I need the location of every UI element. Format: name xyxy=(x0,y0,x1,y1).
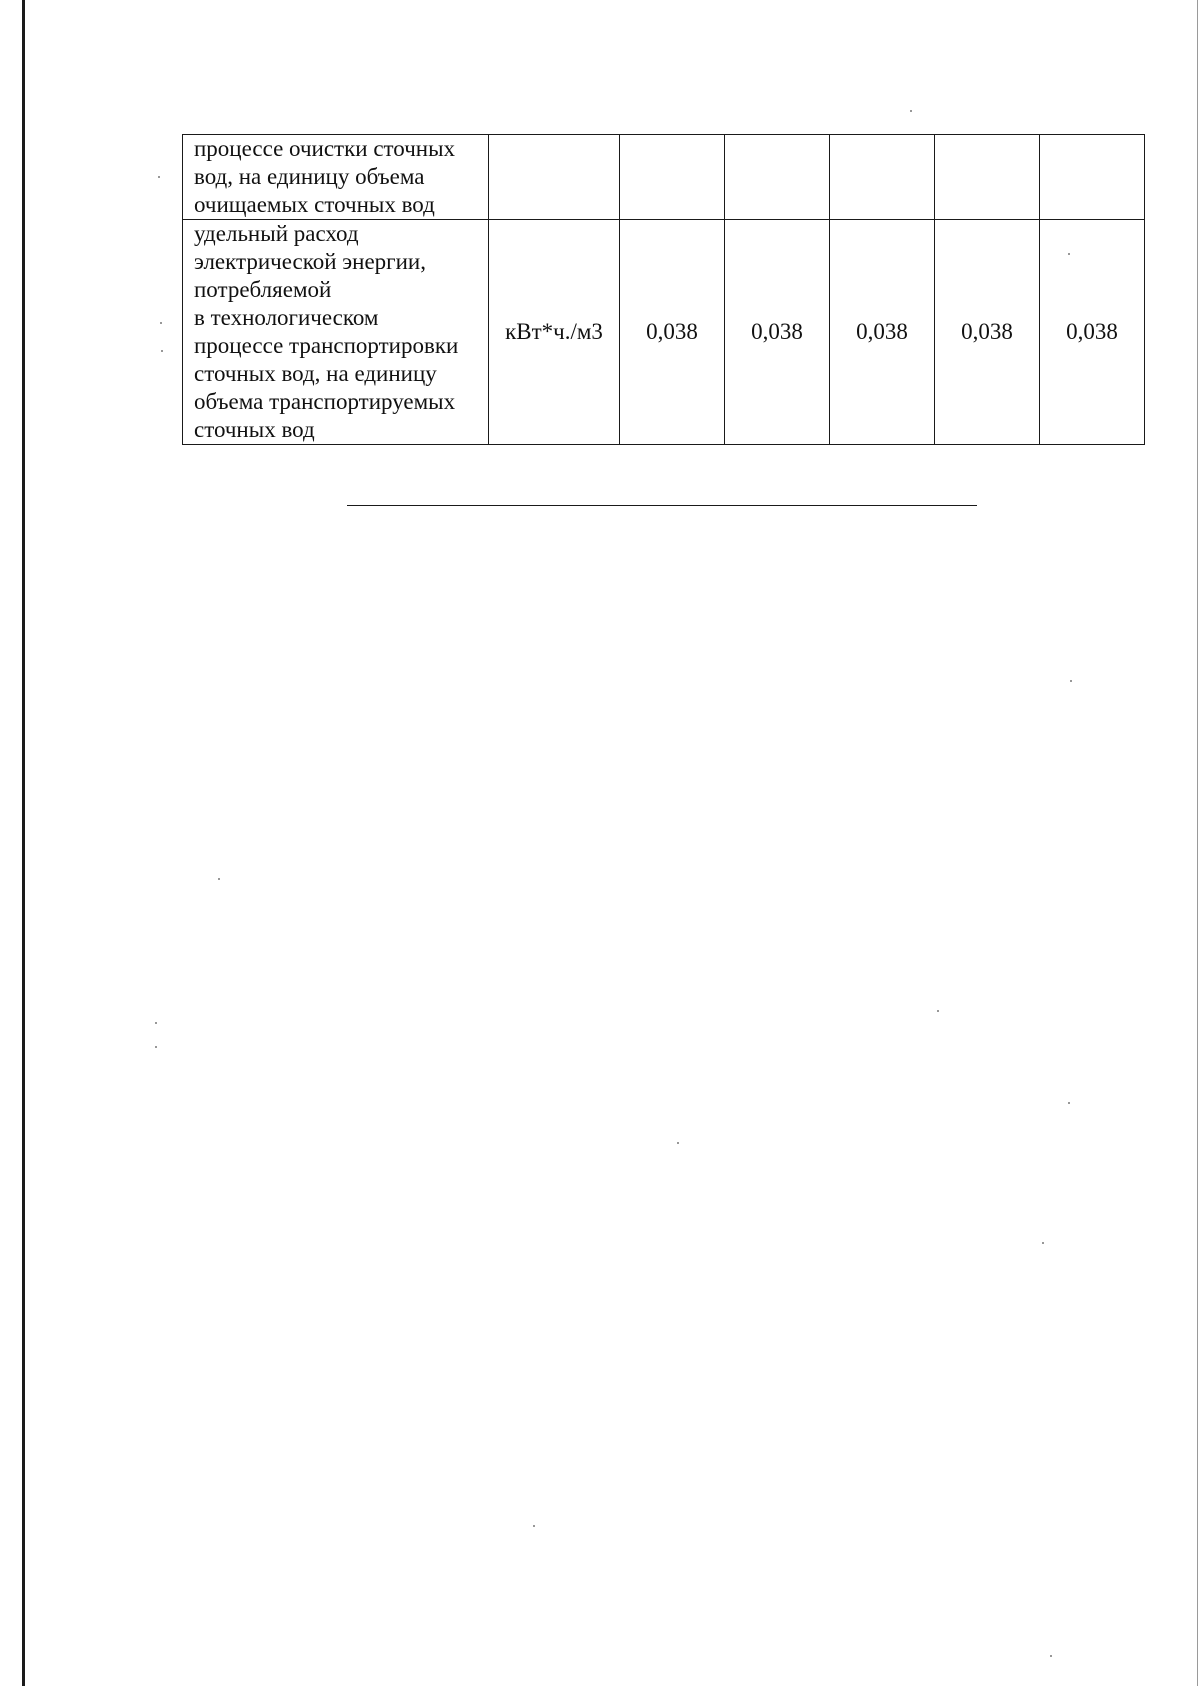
scan-speck xyxy=(155,1046,157,1048)
table-row xyxy=(183,135,1145,220)
scan-speck xyxy=(158,176,160,178)
value-cell xyxy=(725,135,830,220)
value-cell: 0,038 xyxy=(830,220,935,445)
scan-speck xyxy=(677,1142,679,1144)
scan-speck xyxy=(1042,1242,1044,1244)
scan-right-edge xyxy=(1197,0,1198,1686)
value-cell xyxy=(830,135,935,220)
value-cell: 0,038 xyxy=(725,220,830,445)
scan-speck xyxy=(1068,1102,1070,1104)
scan-speck xyxy=(160,322,162,324)
scan-speck xyxy=(1070,680,1072,682)
unit-cell: кВт*ч./м3 xyxy=(489,220,620,445)
row-description: процессе очистки сточных вод, на единицу объема очищаемых сточных вод xyxy=(194,136,456,217)
row-description: удельный расход электрической энергии, потребляемой в технологическом процессе транспортировки сточных вод, на единицу объема транспортируемых сточных вод xyxy=(194,221,459,442)
value-cell: 0,038 xyxy=(1040,220,1145,445)
indicators-table xyxy=(182,134,1145,445)
scan-speck xyxy=(1050,1655,1052,1657)
value-cell: 0,038 xyxy=(620,220,725,445)
scan-speck xyxy=(161,350,163,352)
scan-speck xyxy=(937,1010,939,1012)
scan-speck xyxy=(1068,253,1070,255)
scan-speck xyxy=(533,1525,535,1527)
scan-speck xyxy=(155,1022,157,1024)
unit-cell xyxy=(489,135,620,220)
value-cell xyxy=(935,135,1040,220)
value-cell: 0,038 xyxy=(935,220,1040,445)
row-description-cell xyxy=(183,220,489,445)
row-description-cell xyxy=(183,135,489,220)
value-cell xyxy=(620,135,725,220)
end-of-document-rule xyxy=(347,505,977,506)
scan-speck xyxy=(910,110,912,112)
table-row xyxy=(183,220,1145,445)
scan-left-edge xyxy=(22,0,25,1686)
scan-speck xyxy=(218,878,220,880)
value-cell xyxy=(1040,135,1145,220)
